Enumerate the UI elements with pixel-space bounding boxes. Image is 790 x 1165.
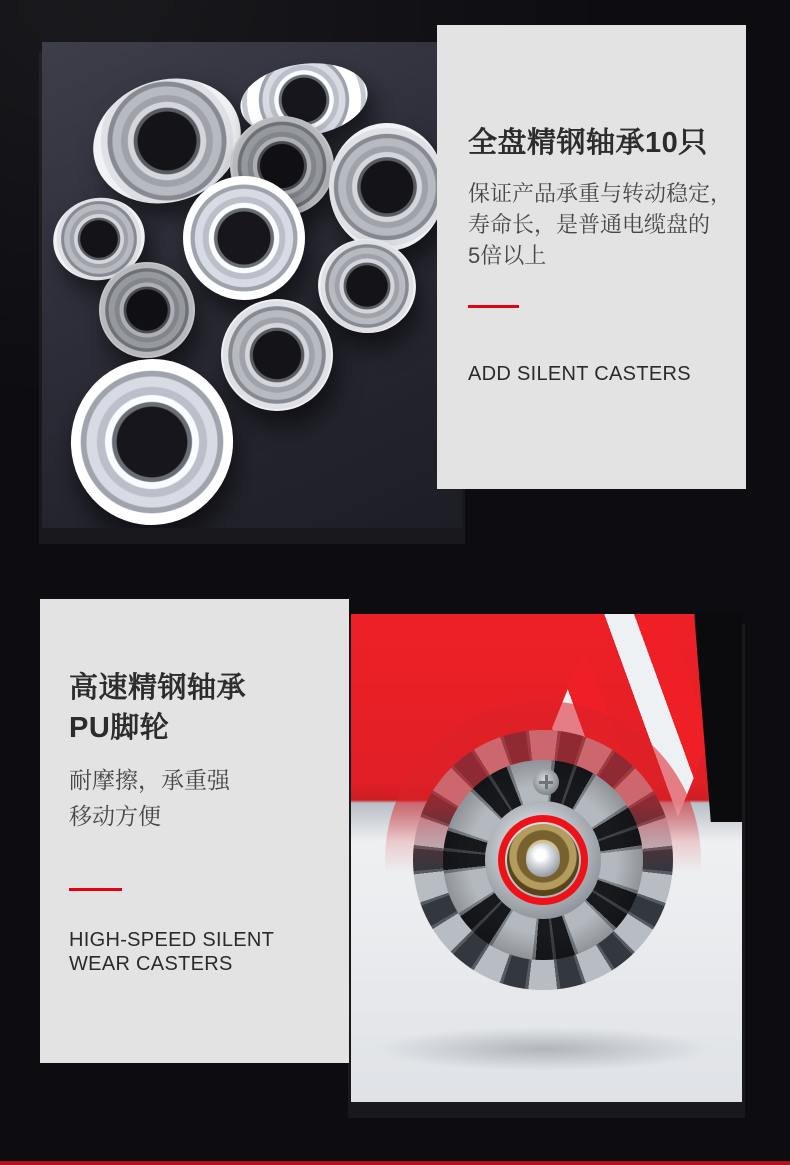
tagline-line: HIGH-SPEED SILENT — [69, 929, 275, 951]
card-description — [468, 178, 732, 271]
bearing-image — [329, 123, 445, 251]
caster-wheel — [355, 671, 731, 1049]
bearing-image — [311, 231, 424, 341]
wheel-clear-tire — [355, 671, 731, 1049]
steel-bearings-photo — [42, 42, 462, 528]
pu-caster-wheel-photo — [351, 614, 742, 1102]
description-line: 移动方便 — [69, 803, 161, 829]
tagline-line: WEAR CASTERS — [69, 953, 233, 975]
red-divider — [468, 305, 519, 308]
card-tagline: ADD SILENT CASTERS — [468, 363, 691, 385]
bearing-image — [183, 176, 305, 300]
card-description — [69, 762, 230, 834]
card-title: 全盘精钢轴承10只 — [468, 127, 708, 159]
title-line: PU脚轮 — [69, 712, 170, 744]
card-title — [69, 668, 246, 748]
casters-info-card — [40, 599, 349, 1063]
bearing-image — [60, 349, 244, 528]
bearing-image — [99, 262, 195, 358]
description-line: 保证产品承重与转动稳定， — [468, 181, 733, 206]
bottom-red-line — [0, 1161, 790, 1165]
description-line: 5倍以上 — [468, 243, 547, 268]
red-divider — [69, 888, 122, 891]
bearings-info-card — [437, 25, 746, 489]
card-tagline — [69, 928, 274, 976]
description-line: 寿命长，是普通电缆盘的 — [468, 212, 711, 237]
description-line: 耐摩擦，承重强 — [69, 767, 230, 793]
screw-head — [533, 769, 559, 795]
title-line: 高速精钢轴承 — [69, 672, 247, 704]
bearing-image — [221, 299, 333, 411]
